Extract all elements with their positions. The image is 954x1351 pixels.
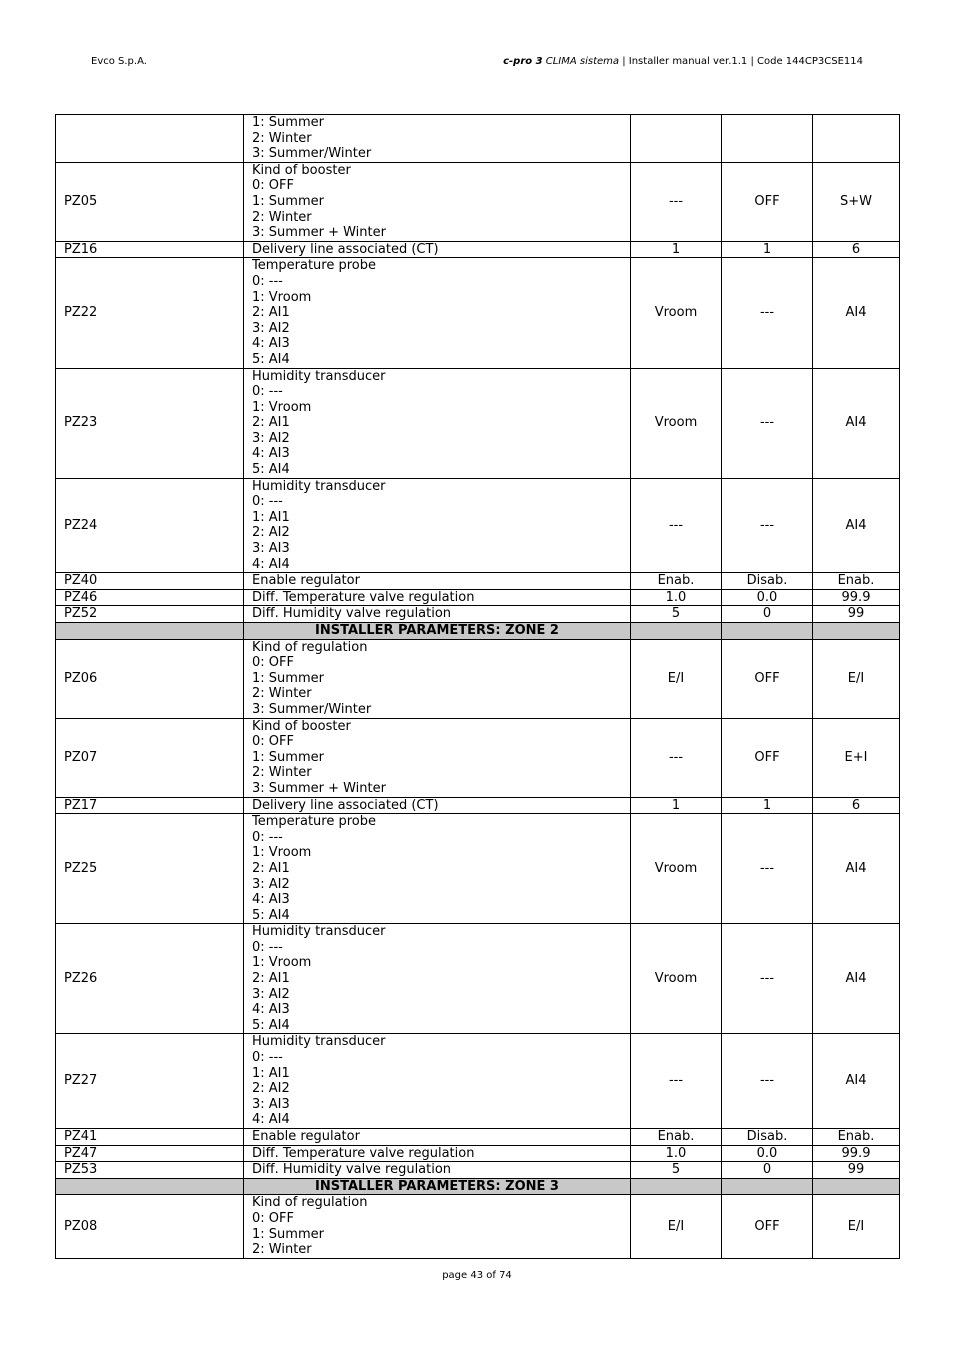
parameter-min [722,115,813,163]
description-line: Temperature probe [252,258,376,274]
parameter-min: 1 [722,797,813,814]
parameter-min: --- [722,924,813,1034]
parameter-max: E/I [813,639,900,718]
parameter-max: E+I [813,718,900,797]
parameter-max: AI4 [813,478,900,573]
parameter-default: 1 [631,797,722,814]
parameter-description [244,478,631,573]
parameter-row [56,814,900,924]
description-line: 1: Summer [252,749,324,765]
parameter-description [244,589,631,606]
parameter-min: 0 [722,1162,813,1179]
parameter-default: Vroom [631,258,722,368]
description-line: Kind of regulation [252,639,368,655]
description-line: 1: Vroom [252,399,312,415]
parameter-max: 99 [813,606,900,623]
parameter-row [56,797,900,814]
parameter-description [244,258,631,368]
description-line: 3: Summer + Winter [252,780,386,796]
description-line: 3: Summer/Winter [252,701,372,717]
parameter-default: --- [631,478,722,573]
parameter-min: OFF [722,1195,813,1258]
parameter-min: --- [722,814,813,924]
section-empty-cell [722,623,813,640]
description-line: 3: Summer/Winter [252,146,372,162]
description-line: 4: AI3 [252,446,290,462]
parameter-row [56,115,900,163]
parameter-description [244,814,631,924]
parameter-max [813,115,900,163]
parameters-table-body [56,115,900,1259]
parameter-code: PZ27 [56,1034,244,1129]
section-empty-cell [813,1178,900,1195]
parameter-min: --- [722,258,813,368]
parameters-table [55,114,900,1259]
description-line: Temperature probe [252,814,376,830]
parameter-default: 5 [631,1162,722,1179]
description-line: 0: --- [252,829,283,845]
parameter-code: PZ53 [56,1162,244,1179]
parameter-default: --- [631,1034,722,1129]
parameter-min: 0 [722,606,813,623]
description-line: 3: AI2 [252,986,290,1002]
description-line: 2: AI1 [252,415,290,431]
parameter-default: Vroom [631,814,722,924]
parameter-min: Disab. [722,1129,813,1146]
description-line: Kind of booster [252,162,351,178]
parameter-description [244,368,631,478]
parameter-code: PZ05 [56,162,244,241]
parameter-default: 1.0 [631,1145,722,1162]
parameter-code: PZ40 [56,573,244,590]
description-line: 3: AI2 [252,320,290,336]
parameter-code: PZ23 [56,368,244,478]
section-empty-cell [631,1178,722,1195]
header-company: Evco S.p.A. [91,56,147,67]
description-line: 1: Summer [252,193,324,209]
description-line: 0: --- [252,384,283,400]
description-line: 2: Winter [252,130,312,146]
parameter-row [56,241,900,258]
description-line: 4: AI3 [252,336,290,352]
description-line: 2: AI1 [252,305,290,321]
description-line: 0: --- [252,1050,283,1066]
parameter-min: OFF [722,718,813,797]
parameter-code: PZ25 [56,814,244,924]
description-line: 4: AI4 [252,1112,290,1128]
header-manual-info: | Installer manual ver.1.1 | Code 144CP3CSE114 [619,56,863,67]
parameter-max: 6 [813,797,900,814]
section-title: INSTALLER PARAMETERS: ZONE 2 [244,623,631,640]
description-line: 4: AI4 [252,556,290,572]
section-empty-cell [56,1178,244,1195]
parameter-description [244,1162,631,1179]
description-line: 0: --- [252,494,283,510]
description-line: 2: Winter [252,686,312,702]
parameter-max: 99.9 [813,1145,900,1162]
parameter-default: Vroom [631,368,722,478]
description-line: 3: AI2 [252,430,290,446]
description-line: Diff. Humidity valve regulation [252,1162,452,1178]
section-empty-cell [631,623,722,640]
section-empty-cell [56,623,244,640]
description-line: 3: AI3 [252,541,290,557]
parameter-code: PZ52 [56,606,244,623]
parameter-default: 1 [631,241,722,258]
parameter-row [56,718,900,797]
description-line: 2: AI1 [252,971,290,987]
page-number: page 43 of 74 [442,1270,512,1281]
description-line: 5: AI4 [252,462,290,478]
parameter-description [244,797,631,814]
parameter-description [244,1195,631,1258]
description-line: 2: AI2 [252,1081,290,1097]
parameter-row [56,368,900,478]
description-line: Delivery line associated (CT) [252,241,439,257]
parameter-max: AI4 [813,1034,900,1129]
parameter-default: 1.0 [631,589,722,606]
description-line: 0: OFF [252,1210,294,1226]
parameter-description [244,573,631,590]
parameter-max: 6 [813,241,900,258]
description-line: Diff. Humidity valve regulation [252,606,452,622]
description-line: Humidity transducer [252,924,386,940]
description-line: 0: OFF [252,655,294,671]
parameter-min: --- [722,478,813,573]
description-line: 0: OFF [252,178,294,194]
parameter-row [56,1162,900,1179]
parameter-description [244,606,631,623]
parameter-row [56,606,900,623]
parameter-description [244,1145,631,1162]
description-line: 1: Vroom [252,289,312,305]
parameter-min: Disab. [722,573,813,590]
description-line: 1: Vroom [252,845,312,861]
description-line: 3: AI2 [252,876,290,892]
description-line: 2: AI1 [252,860,290,876]
description-line: Diff. Temperature valve regulation [252,589,475,605]
description-line: 1: Summer [252,115,324,130]
parameter-min: OFF [722,162,813,241]
description-line: 0: --- [252,273,283,289]
description-line: Humidity transducer [252,1034,386,1050]
parameter-default: Vroom [631,924,722,1034]
parameter-max: AI4 [813,258,900,368]
parameter-default: Enab. [631,1129,722,1146]
parameter-min: OFF [722,639,813,718]
parameter-max: AI4 [813,814,900,924]
description-line: Humidity transducer [252,478,386,494]
parameter-default: Enab. [631,573,722,590]
parameter-default: 5 [631,606,722,623]
parameter-description [244,115,631,163]
parameter-row [56,589,900,606]
section-title: INSTALLER PARAMETERS: ZONE 3 [244,1178,631,1195]
parameter-code: PZ26 [56,924,244,1034]
description-line: 1: Vroom [252,955,312,971]
header-product-sub: CLIMA sistema [545,56,620,67]
header-document-info [503,56,863,67]
description-line: 5: AI4 [252,351,290,367]
parameter-max: AI4 [813,924,900,1034]
parameter-description [244,718,631,797]
description-line: Enable regulator [252,573,360,589]
description-line: 3: AI3 [252,1096,290,1112]
parameter-max: S+W [813,162,900,241]
parameter-min: 0.0 [722,589,813,606]
description-line: 4: AI3 [252,1002,290,1018]
parameter-row [56,924,900,1034]
parameter-max: E/I [813,1195,900,1258]
section-header-row [56,623,900,640]
description-line: 2: Winter [252,209,312,225]
description-line: 0: --- [252,939,283,955]
description-line: 2: Winter [252,765,312,781]
description-line: Delivery line associated (CT) [252,797,439,813]
parameter-code [56,115,244,163]
parameter-code: PZ24 [56,478,244,573]
parameter-max: 99 [813,1162,900,1179]
description-line: 2: AI2 [252,525,290,541]
description-line: Kind of booster [252,718,351,734]
parameter-default: E/I [631,1195,722,1258]
parameter-row [56,258,900,368]
parameter-row [56,1195,900,1258]
parameter-default: E/I [631,639,722,718]
parameter-code: PZ07 [56,718,244,797]
section-header-row [56,1178,900,1195]
parameter-description [244,1034,631,1129]
parameter-max: 99.9 [813,589,900,606]
description-line: 5: AI4 [252,907,290,923]
parameter-default: --- [631,162,722,241]
parameter-min: 0.0 [722,1145,813,1162]
parameter-code: PZ08 [56,1195,244,1258]
parameter-row [56,1034,900,1129]
parameter-code: PZ16 [56,241,244,258]
parameter-code: PZ41 [56,1129,244,1146]
parameter-code: PZ22 [56,258,244,368]
description-line: Enable regulator [252,1129,360,1144]
description-line: Kind of regulation [252,1195,368,1211]
parameter-description [244,1129,631,1146]
parameter-row [56,478,900,573]
parameter-default [631,115,722,163]
parameter-code: PZ47 [56,1145,244,1162]
parameter-code: PZ17 [56,797,244,814]
parameter-description [244,639,631,718]
parameter-code: PZ46 [56,589,244,606]
parameter-row [56,162,900,241]
description-line: 1: AI1 [252,509,290,525]
header-product: c-pro 3 [503,56,543,67]
description-line: 0: OFF [252,734,294,750]
description-line: 3: Summer + Winter [252,225,386,241]
description-line: 1: Summer [252,1226,324,1242]
parameter-row [56,1145,900,1162]
parameter-description [244,924,631,1034]
parameter-description [244,241,631,258]
description-line: Diff. Temperature valve regulation [252,1145,475,1161]
description-line: Humidity transducer [252,368,386,384]
parameter-min: --- [722,368,813,478]
parameter-row [56,639,900,718]
parameter-code: PZ06 [56,639,244,718]
section-empty-cell [813,623,900,640]
parameter-description [244,162,631,241]
description-line: 5: AI4 [252,1017,290,1033]
parameter-max: Enab. [813,573,900,590]
parameter-min: 1 [722,241,813,258]
description-line: 2: Winter [252,1242,312,1258]
parameter-row [56,1129,900,1146]
parameter-min: --- [722,1034,813,1129]
parameter-default: --- [631,718,722,797]
parameter-max: Enab. [813,1129,900,1146]
description-line: 1: AI1 [252,1065,290,1081]
section-empty-cell [722,1178,813,1195]
description-line: 1: Summer [252,670,324,686]
parameter-row [56,573,900,590]
description-line: 4: AI3 [252,892,290,908]
parameter-max: AI4 [813,368,900,478]
